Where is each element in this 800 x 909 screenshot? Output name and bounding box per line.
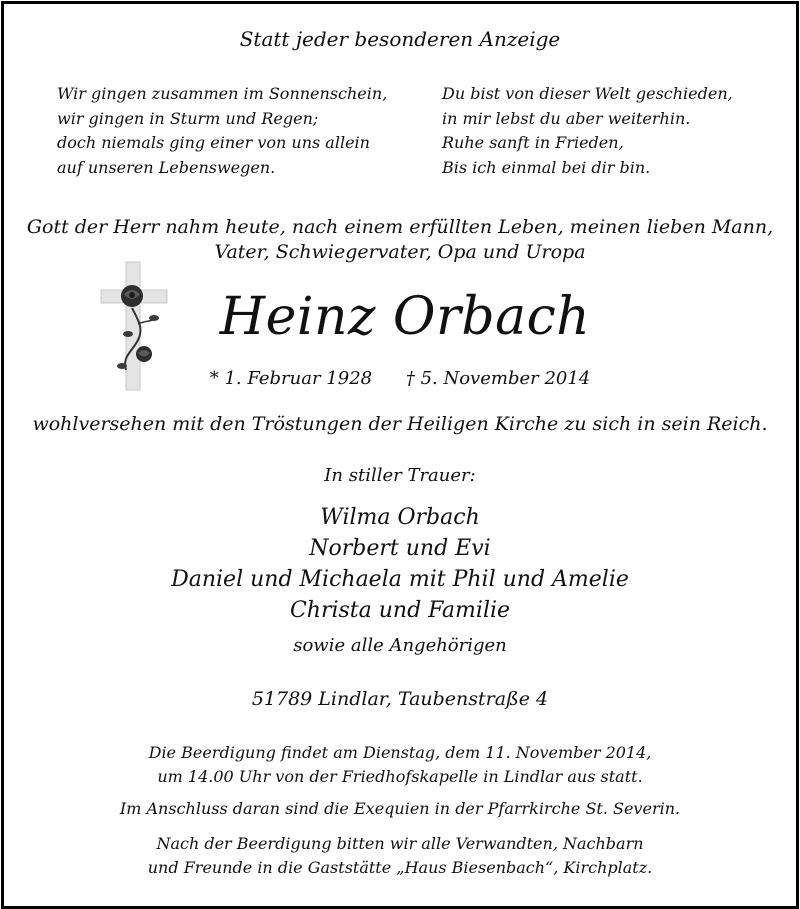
mourners-list	[0, 502, 800, 626]
address: 51789 Lindlar, Taubenstraße 4	[251, 688, 549, 710]
funeral-line: Die Beerdigung findet am Dienstag, dem 11. November 2014,	[148, 743, 652, 762]
exequien-text: Im Anschluss daran sind die Exequien in der Pfarrkirche St. Severin.	[119, 799, 681, 818]
poem-right-line: Bis ich einmal bei dir bin.	[442, 157, 651, 177]
poem-left-line: auf unseren Lebenswegen.	[57, 157, 276, 177]
after-funeral-line: und Freunde in die Gaststätte „Haus Biesenbach“, Kirchplatz.	[147, 858, 653, 877]
funeral-line: um 14.00 Uhr von der Friedhofskapelle in Lindlar aus statt.	[157, 767, 643, 786]
after-funeral-text	[0, 832, 800, 880]
comforts-text: wohlversehen mit den Tröstungen der Heiligen Kirche zu sich in sein Reich.	[32, 413, 768, 435]
mourner: Daniel und Michaela mit Phil und Amelie	[171, 567, 629, 592]
intro-line: Gott der Herr nahm heute, nach einem erfüllten Leben, meinen lieben Mann,	[26, 216, 774, 238]
poem-right-line: Ruhe sanft in Frieden,	[442, 133, 624, 152]
poem-left	[57, 82, 387, 180]
death-date: † 5. November 2014	[405, 368, 591, 389]
mourner: Wilma Orbach	[320, 505, 480, 530]
notice-header: Statt jeder besonderen Anzeige	[239, 27, 561, 51]
poem-left-line: doch niemals ging einer von uns allein	[57, 133, 370, 152]
funeral-details	[0, 741, 800, 789]
life-dates	[0, 368, 800, 389]
mourner: Norbert und Evi	[309, 536, 491, 561]
after-funeral-line: Nach der Beerdigung bitten wir alle Verwandten, Nachbarn	[156, 834, 644, 853]
birth-date: * 1. Februar 1928	[209, 368, 373, 389]
poem-right-line: Du bist von dieser Welt geschieden,	[442, 84, 733, 103]
relatives-text: sowie alle Angehörigen	[293, 635, 507, 656]
mourning-lead: In stiller Trauer:	[324, 465, 476, 486]
mourner: Christa und Familie	[289, 598, 511, 623]
deceased-name: Heinz Orbach	[219, 287, 591, 347]
poem-right	[442, 82, 772, 180]
intro-line: Vater, Schwiegervater, Opa und Uropa	[214, 241, 586, 263]
poem-left-line: Wir gingen zusammen im Sonnenschein,	[57, 84, 388, 103]
poem-left-line: wir gingen in Sturm und Regen;	[57, 108, 319, 128]
poem-right-line: in mir lebst du aber weiterhin.	[442, 108, 691, 128]
